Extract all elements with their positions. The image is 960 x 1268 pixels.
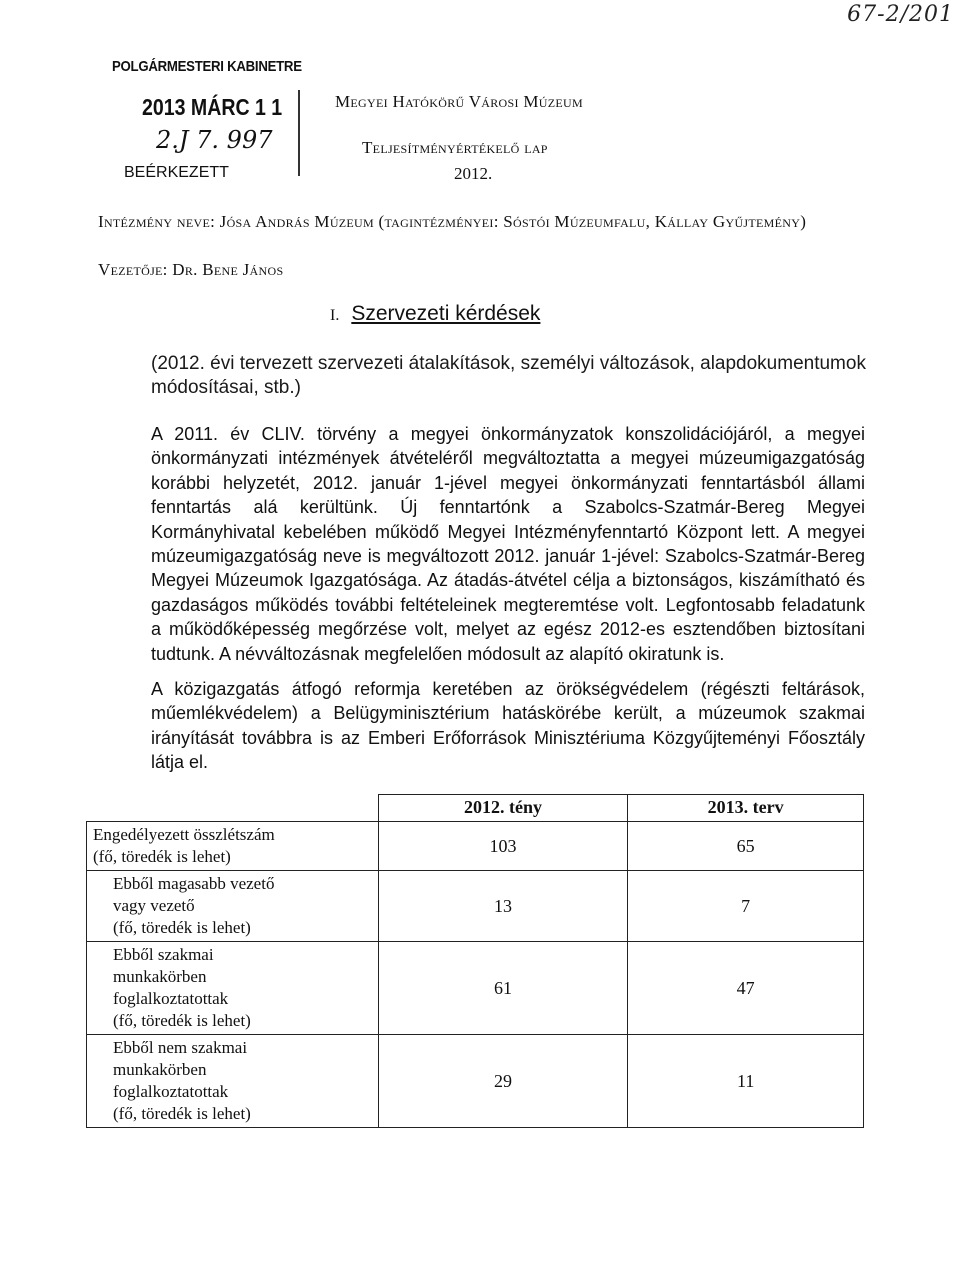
staffing-table — [86, 794, 864, 1128]
row-label — [87, 1035, 379, 1128]
row-label-line: (fő, töredék is lehet) — [113, 1104, 251, 1123]
institution-name: Intézmény neve: Jósa András Múzeum (tagintézményei: Sóstói Múzeumfalu, Kállay Gyűjtemény) — [98, 212, 807, 231]
value-2013: 47 — [628, 942, 864, 1035]
paragraph — [151, 677, 865, 775]
row-label-line: Ebből nem szakmai — [113, 1038, 248, 1057]
row-label-line: munkakörben — [113, 1060, 207, 1079]
handwritten-file-number: 67-2/201 — [847, 2, 954, 27]
document-year: 2012. — [454, 164, 493, 183]
row-label-line: foglalkoztatottak — [113, 1082, 229, 1101]
section-title: Szervezeti kérdések — [351, 302, 541, 325]
stamp-bracket — [286, 90, 300, 176]
stamp-office: POLGÁRMESTERI KABINETRE — [112, 58, 302, 75]
row-label-line: vagy vezető — [113, 896, 195, 915]
table-header-row — [87, 795, 864, 822]
value-2012: 61 — [378, 942, 628, 1035]
paragraph-text: A 2011. év CLIV. törvény a megyei önkormányzatok konszolidációjáról, a megyei önkormányzati intézmények átvételéről megváltoztatta a megyei múzeumigazgatóság korábbi helyzetét, 2012. január 1-jével megyei önkormányzati fenntartásból állami fenntartás alá kerültünk. Új fenntartónk a Szabolcs-Szatmár-Bereg Megyei Kormányhivatal kebelében működő Megyei Intézményfenntartó Központ lett. A megyei múzeumigazgatóság neve is megváltozott 2012. január 1-jével: Szabolcs-Szatmár-Bereg Megyei Múzeumok Igazgatósága. Az átadás-átvétel célja a biztonságos, kiszámítható és gazdaságos működés további feltételeinek megteremtése volt. Legfontosabb feladatunk a működőképesség megőrzése volt, melyet az egész 2012-es esztendőben biztosítani tudtunk. A névváltozásnak megfelelően módosult az alapító okiratunk is. — [151, 424, 865, 664]
value-2013: 11 — [628, 1035, 864, 1128]
row-label-line: (fő, töredék is lehet) — [113, 1011, 251, 1030]
section-heading — [330, 302, 540, 326]
row-label — [87, 871, 379, 942]
column-header-2013: 2013. terv — [628, 795, 864, 822]
table-row — [87, 871, 864, 942]
value-2012: 29 — [378, 1035, 628, 1128]
paragraph — [151, 422, 865, 666]
row-label-line: Ebből magasabb vezető — [113, 874, 275, 893]
stamp-date: 2013 MÁRC 1 1 — [142, 94, 283, 120]
value-2013: 65 — [628, 822, 864, 871]
stamp-registration-number: 2.J 7. 997 — [156, 126, 273, 154]
section-number: I. — [330, 307, 340, 324]
table-row — [87, 822, 864, 871]
row-label — [87, 942, 379, 1035]
row-label-line: Ebből szakmai — [113, 945, 214, 964]
document-title: Megyei Hatókörű Városi Múzeum — [335, 92, 583, 111]
row-label — [87, 822, 379, 871]
section-instructions: (2012. évi tervezett szervezeti átalakítások, személyi változások, alapdokumentumok módosításai, stb.) — [151, 353, 866, 398]
table-header-blank — [87, 795, 379, 822]
stamp-received-label: BEÉRKEZETT — [124, 164, 229, 181]
value-2012: 13 — [378, 871, 628, 942]
table-body — [87, 822, 864, 1128]
row-label-line: munkakörben — [113, 967, 207, 986]
column-header-2012: 2012. tény — [378, 795, 628, 822]
row-label-line: Engedélyezett összlétszám — [93, 825, 275, 844]
value-2013: 7 — [628, 871, 864, 942]
institution-leader: Vezetője: Dr. Bene János — [98, 260, 284, 279]
received-stamp — [112, 52, 322, 182]
paragraph-text: A közigazgatás átfogó reformja keretében az örökségvédelem (régészti feltárások, műemlékvédelem) a Belügyminisztérium hatáskörébe került, a múzeumok szakmai irányítását továbbra is az Emberi Erőforrások Minisztériuma Közgyűjteményi Főosztály látja el. — [151, 679, 865, 773]
row-label-line: foglalkoztatottak — [113, 989, 229, 1008]
row-label-line: (fő, töredék is lehet) — [113, 918, 251, 937]
document-subtitle: Teljesítményértékelő lap — [362, 138, 548, 157]
table-row — [87, 942, 864, 1035]
row-label-line: (fő, töredék is lehet) — [93, 847, 231, 866]
table-row — [87, 1035, 864, 1128]
value-2012: 103 — [378, 822, 628, 871]
